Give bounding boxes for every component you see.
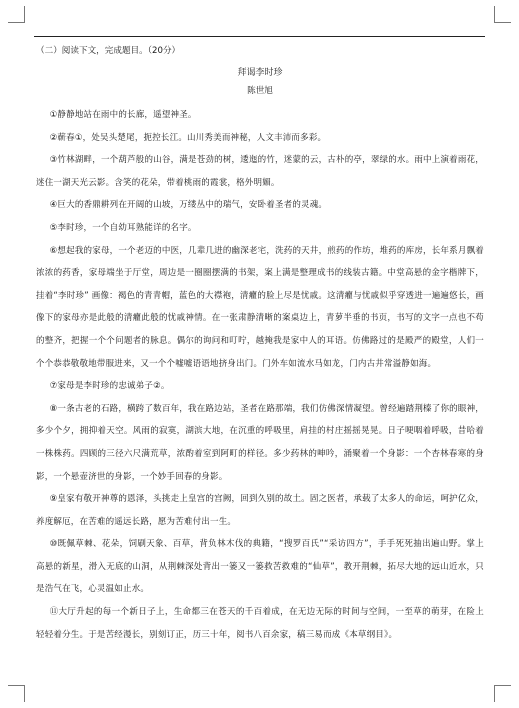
document-body (36, 42, 484, 692)
crop-mark-bottom-right (494, 685, 511, 702)
article-author: 陈世旭 (247, 86, 273, 96)
paragraph-10: ⑩既佩草棘、花朵，饲刷天象、百草，背负林木伐的典籍，“搜罗百氏”“采访四方”，手手死死抽出遍山野。掌上高悬的新星，滑入无底的山洞，从荆棘深处背出一篓又一篓救苦救难的“仙草”，教开荆棘，拓尽大地的远山近水，只是浩气在飞，心灵温如止水。 (36, 539, 484, 595)
paragraph-11: ⑪大厅升起的每一个新日子上，生命都三在苍天的千百着成，在无边无际的时间与空间，一至草的萌芽，在险上轻轻着分生。于是苦经漫长，别刻订正，历三十年，阅书八百余家，稿三易而成《本草纲目》。 (36, 607, 484, 640)
crop-mark-top-left (8, 6, 25, 23)
paragraph-9: ⑨皇家有敬开神尊的恩泽，头挑走上皇宫的宫阙，回到久别的故土。固之医者，承载了太多人的命运，呵护亿众，养度解厄，在苦难的遥远长路，愿为苦难付出一生。 (36, 494, 484, 527)
paragraph-5: ⑤李时珍，一个自幼耳熟能详的名字。 (49, 222, 197, 233)
paragraph-6: ⑥想起我的家母，一个老迈的中医，几辈几进的幽深老宅，洗药的天井，煎药的作坊，堆药的库房，长年系月飘着浓浓的药香，家母端坐于厅堂，周边是一圈圈摆满的书架，案上满是整理成书的线装古籍。中堂高悬的金字楷牌下，挂着“李时珍” 画像：褐色的青青帽，蓝色的大襟袍，清癯的脸上尽是忧戚。这清癯与忧戚似乎穿透进一遍遍悠长，画像下的家母亦是此般的清癯此般的忧戚神情。在一张肃静清晰的案桌边上，青萝半垂的书页，书写的文字一点也不苟的整齐，把握一个个问题者的脉息。偶尔的询问和叮咛，越掩我是家中人的耳语。仿佛路过的是殿严的殿堂，人们一个个恭恭敬敬地带服进来，又一个个嘘嘘语语地挤身出门。门外车如流水马如龙，门内古井常溢静如海。 (36, 245, 484, 369)
paragraph-1: ①静静地站在雨中的长廊，遥望神圣。 (49, 110, 197, 120)
crop-mark-bottom-left (8, 685, 25, 702)
paragraph-7: ⑦家母是李时珍的忠诚弟子②。 (49, 381, 170, 392)
section-heading: （二）阅读下文，完成题目。（20分） (36, 46, 181, 56)
paragraph-2: ②蕲春①，处吴头楚尾，扼控长江。山川秀美而神秘，人文丰沛而多彩。 (49, 132, 327, 143)
paragraph-8: ⑧一条古老的石路，横跨了数百年，我在路边站，圣者在路那端，我们仿佛深情凝望。曾经遍踏荆榛了你的眼神，多少个夕，拥抑着天空。风雨的寂寞，湖滨大地，在沉重的呼吸里，肩挂的村庄摇摇晃晃。日子哽咽着呼吸，昔哈着一株株药。四顾的三径六尺满荒草，浓酌着室到阿町的样径。多少药林的呻吟，涌聚着一个身影：一个杏林春寒的身影，一个悬壶济世的身影，一个妙手回春的身影。 (36, 403, 484, 482)
header-rule (34, 36, 485, 37)
crop-mark-top-right (494, 6, 511, 23)
paragraph-3: ③竹林湖畔，一个葫芦般的山谷，满是苍劲的树，逶迤的竹，迷蒙的云，古朴的亭，翠绿的水。雨中上演着雨花，迷住一湖天光云影。含笑的花朵，带着桃雨的霞裳，格外明媚。 (36, 155, 484, 188)
article-title: 拜谒李时珍 (237, 68, 283, 78)
paragraph-4: ④巨大的香鼎耕列在开阔的山坡，万缕丛中的瑞气，安卧着圣者的灵魂。 (49, 200, 328, 211)
